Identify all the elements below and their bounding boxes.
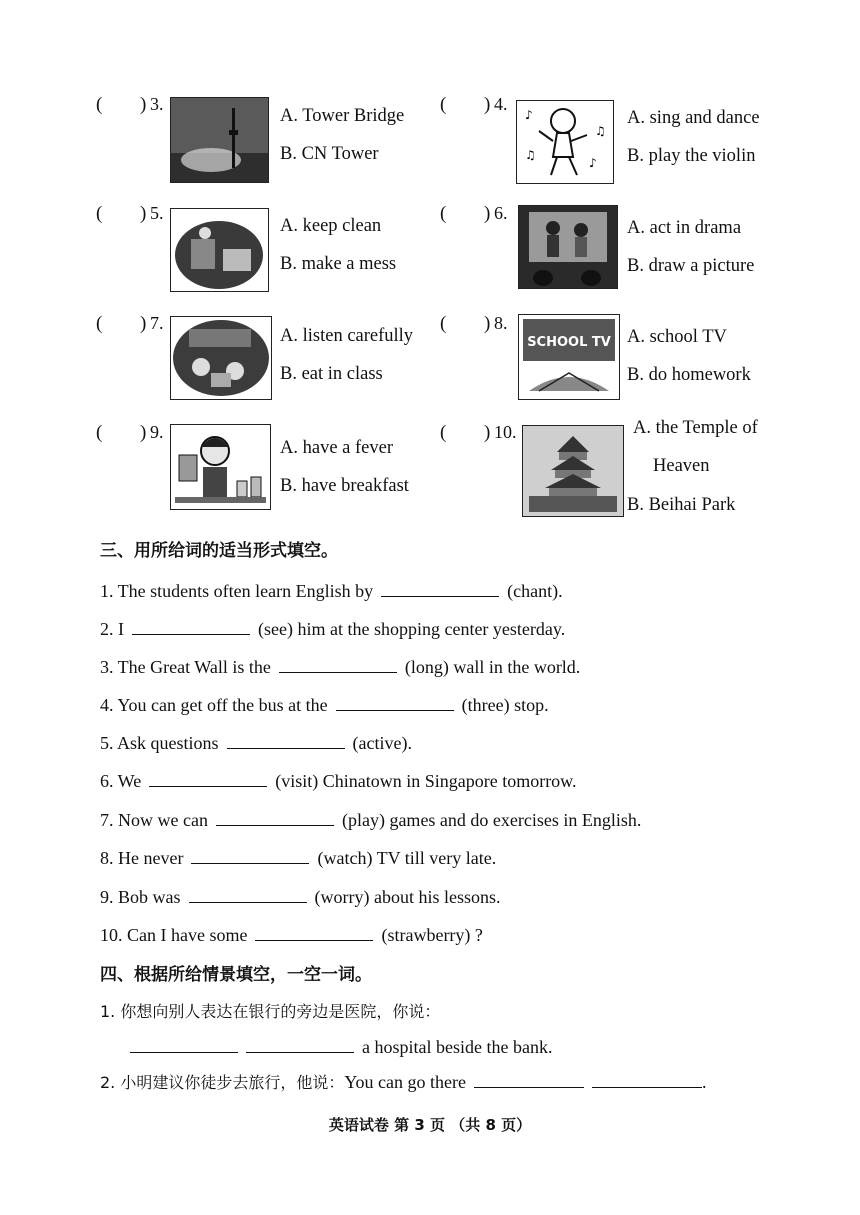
item-text: 1. The students often learn English by: [100, 581, 374, 601]
fill-blank-item: [100, 616, 565, 640]
item-text: 3. The Great Wall is the: [100, 657, 271, 677]
option-b: B. make a mess: [280, 254, 397, 274]
answer-tail: a hospital beside the bank.: [362, 1037, 553, 1057]
answer-paren-open: (: [96, 94, 103, 115]
item-hint: (active).: [352, 733, 412, 753]
item-text: 5. Ask questions: [100, 733, 219, 753]
breakfast-girl-image: [170, 424, 271, 510]
option-a: A. the Temple of: [633, 418, 758, 438]
option-b: B. draw a picture: [627, 256, 755, 276]
fill-blank-item: [100, 845, 496, 869]
fill-blank-item: [100, 884, 500, 908]
item-hint: (watch) TV till very late.: [317, 848, 497, 868]
option-b: B. have breakfast: [280, 476, 409, 496]
fill-blank-item: [100, 578, 563, 602]
option-b: B. CN Tower: [280, 144, 379, 164]
question-number: 8.: [494, 313, 508, 333]
fill-blank-item: [100, 654, 580, 678]
answer-paren-close: ): [484, 203, 491, 224]
answer-blank[interactable]: [191, 845, 309, 864]
answer-blank[interactable]: [130, 1034, 238, 1053]
option-a: A. school TV: [627, 327, 727, 347]
svg-text:♫: ♫: [525, 148, 536, 162]
item-hint: (worry) about his lessons.: [314, 887, 501, 907]
answer-blank[interactable]: [279, 654, 397, 673]
drama-stage-image: [518, 205, 618, 289]
section-4-title: 四、根据所给情景填空，一空一词。: [100, 965, 372, 985]
answer-blank[interactable]: [227, 730, 345, 749]
option-a: A. Tower Bridge: [280, 106, 405, 126]
option-b: B. play the violin: [627, 146, 756, 166]
answer-paren-close: ): [140, 94, 147, 115]
item-hint: (visit) Chinatown in Singapore tomorrow.: [275, 771, 577, 791]
option-a: A. keep clean: [280, 216, 382, 236]
item-text: 2. I: [100, 619, 124, 639]
answer-paren-close: ): [140, 203, 147, 224]
answer-paren-open: (: [440, 313, 447, 334]
question-number: 7.: [150, 313, 164, 333]
item-text: 4. You can get off the bus at the: [100, 695, 328, 715]
classroom-listening-image: [170, 316, 272, 400]
section-3-title: 三、用所给词的适当形式填空。: [100, 541, 338, 561]
school-tv-image: [518, 314, 620, 400]
answer-paren-open: (: [440, 94, 447, 115]
answer-end: .: [702, 1072, 707, 1092]
item-hint: (three) stop.: [461, 695, 549, 715]
svg-text:♪: ♪: [525, 108, 533, 122]
option-a: A. act in drama: [627, 218, 742, 238]
fill-blank-item: [100, 692, 549, 716]
answer-paren-open: (: [96, 313, 103, 334]
answer-blank[interactable]: [255, 922, 373, 941]
question-number: 10.: [494, 422, 517, 442]
item-hint: (long) wall in the world.: [404, 657, 581, 677]
answer-blank[interactable]: [474, 1069, 584, 1088]
answer-paren-open: (: [96, 422, 103, 443]
answer-paren-close: ): [140, 422, 147, 443]
question-number: 6.: [494, 203, 508, 223]
svg-text:♫: ♫: [595, 124, 606, 138]
option-b: B. do homework: [627, 365, 751, 385]
cn-tower-image: [170, 97, 269, 183]
option-b: B. eat in class: [280, 364, 383, 384]
situation-prompt: 2. 小明建议你徒步去旅行，他说：: [100, 1073, 345, 1092]
answer-blank[interactable]: [132, 616, 250, 635]
answer-blank[interactable]: [592, 1069, 702, 1088]
question-number: 4.: [494, 94, 508, 114]
item-text: 9. Bob was: [100, 887, 181, 907]
situation-prompt: 1. 你想向别人表达在银行的旁边是医院，你说：: [100, 1002, 441, 1021]
question-number: 9.: [150, 422, 164, 442]
option-b: B. Beihai Park: [627, 495, 736, 515]
situation-answer: [130, 1034, 552, 1058]
option-a: A. listen carefully: [280, 326, 414, 346]
singing-cartoon-image: [516, 100, 614, 184]
situation-item: [100, 1069, 707, 1093]
fill-blank-item: [100, 807, 641, 831]
item-hint: (strawberry) ?: [381, 925, 483, 945]
item-text: 7. Now we can: [100, 810, 208, 830]
item-hint: (see) him at the shopping center yesterday.: [258, 619, 566, 639]
page-footer: 英语试卷 第 3 页 （共 8 页）: [328, 1116, 532, 1134]
item-text: 6. We: [100, 771, 142, 791]
answer-blank[interactable]: [381, 578, 499, 597]
answer-blank[interactable]: [149, 768, 267, 787]
fill-blank-item: [100, 922, 483, 946]
item-hint: (chant).: [507, 581, 563, 601]
item-text: 8. He never: [100, 848, 184, 868]
option-a: A. have a fever: [280, 438, 393, 458]
answer-paren-close: ): [484, 94, 491, 115]
answer-lead: You can go there: [344, 1072, 467, 1092]
question-number: 3.: [150, 94, 164, 114]
answer-blank[interactable]: [246, 1034, 354, 1053]
answer-paren-close: ): [484, 313, 491, 334]
answer-paren-open: (: [440, 203, 447, 224]
item-hint: (play) games and do exercises in English.: [341, 810, 642, 830]
question-number: 5.: [150, 203, 164, 223]
fill-blank-item: [100, 730, 412, 754]
answer-paren-close: ): [140, 313, 147, 334]
svg-text:♪: ♪: [589, 156, 597, 170]
answer-blank[interactable]: [216, 807, 334, 826]
answer-paren-open: (: [440, 422, 447, 443]
school-tv-picture-label: SCHOOL TV: [527, 335, 611, 350]
option-a-continued: Heaven: [653, 456, 710, 476]
fill-blank-item: [100, 768, 577, 792]
answer-blank[interactable]: [336, 692, 454, 711]
answer-paren-open: (: [96, 203, 103, 224]
option-a: A. sing and dance: [627, 108, 760, 128]
temple-of-heaven-image: [522, 425, 624, 517]
answer-blank[interactable]: [189, 884, 307, 903]
answer-paren-close: ): [484, 422, 491, 443]
item-text: 10. Can I have some: [100, 925, 248, 945]
messy-room-image: [170, 208, 269, 292]
